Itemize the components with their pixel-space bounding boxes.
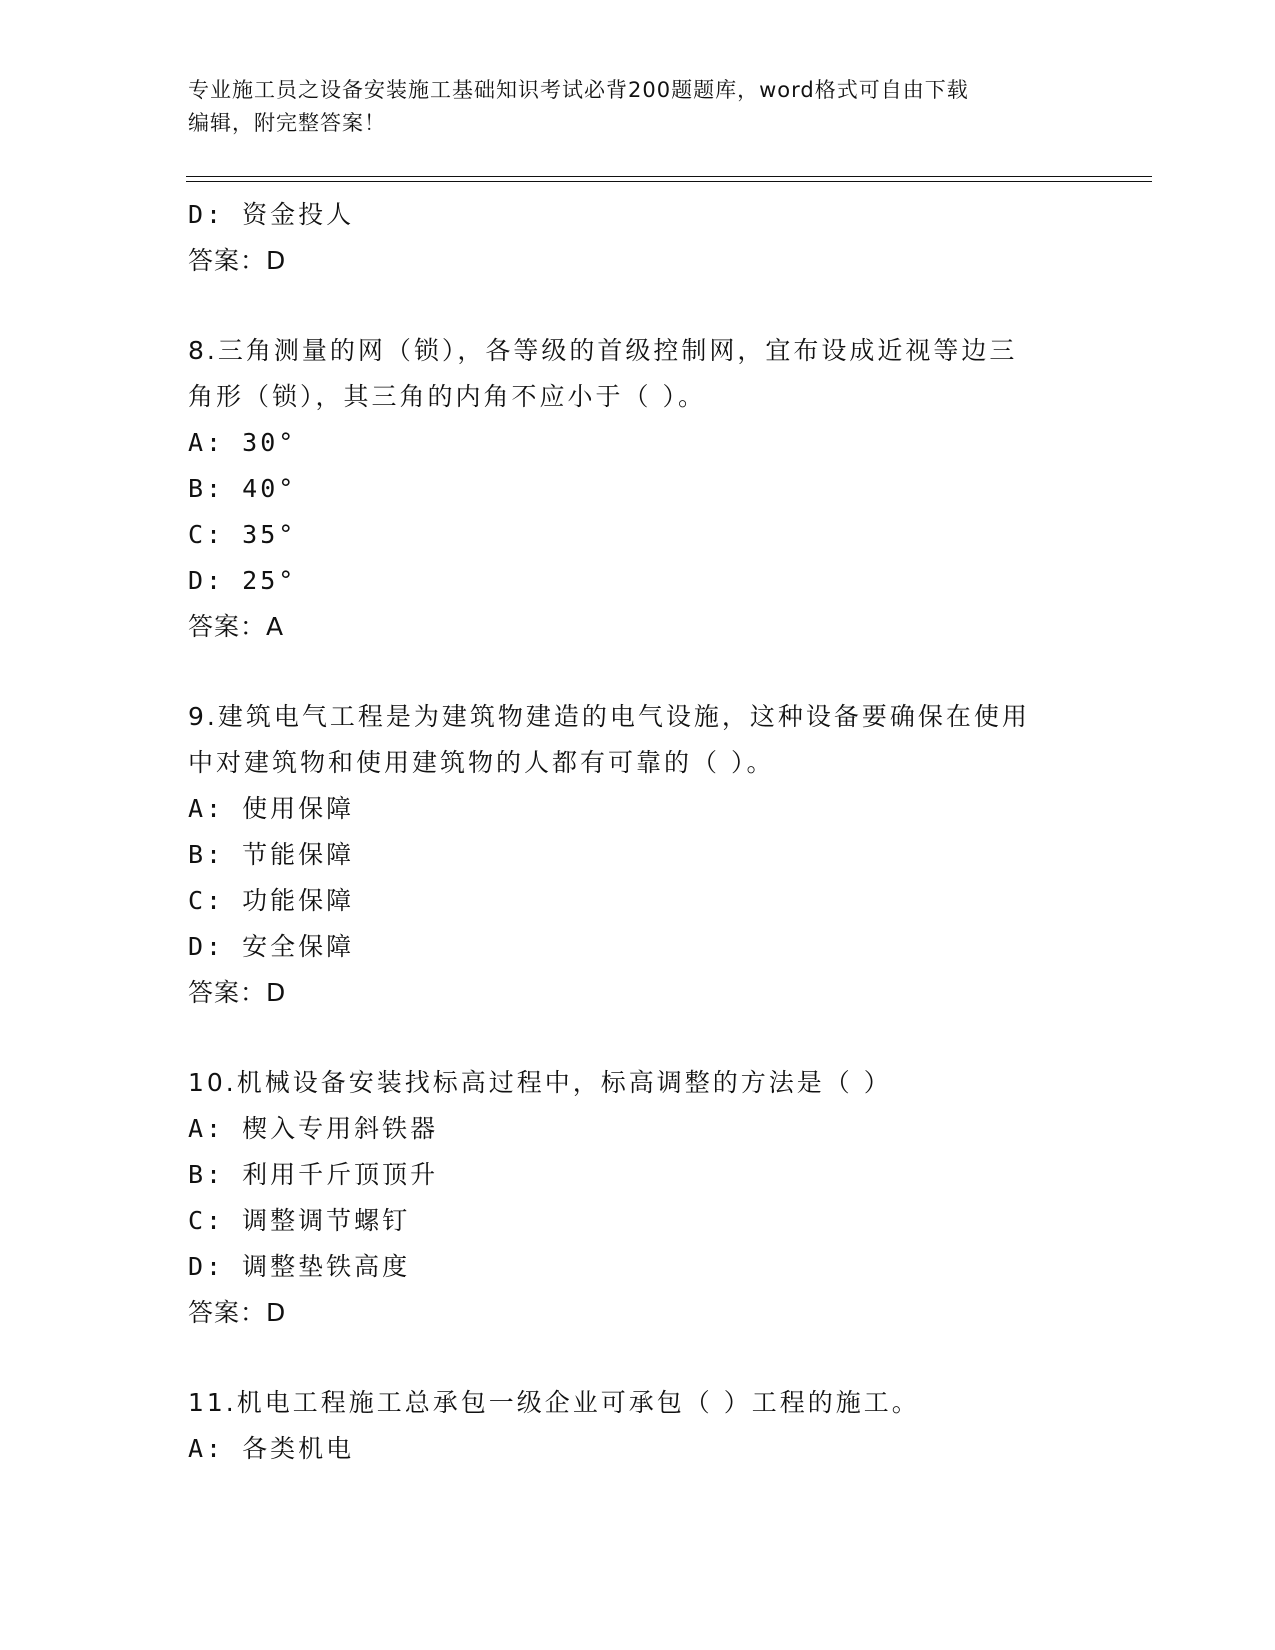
question-list [188,192,1088,1472]
spacer [188,1336,1088,1380]
question-8 [188,328,1088,650]
question-10 [188,1060,1088,1336]
question-stem: 中对建筑物和使用建筑物的人都有可靠的（ ）。 [188,748,775,777]
question-stem: 角形（锁），其三角的内角不应小于（ ）。 [188,382,706,411]
option-d: D: 安全保障 [188,932,355,961]
option-b: B: 40° [188,474,297,503]
spacer [188,1016,1088,1060]
header-divider-top [186,176,1152,177]
option-c: C: 调整调节螺钉 [188,1206,411,1235]
option-b: B: 节能保障 [188,840,355,869]
header-divider-bottom [186,181,1152,182]
answer: 答案：D [188,978,287,1007]
question-stem: 10.机械设备安装找标高过程中，标高调整的方法是（ ） [188,1068,892,1097]
option-a: A: 楔入专用斜铁器 [188,1114,439,1143]
option-d: D: 25° [188,566,297,595]
option-a: A: 30° [188,428,297,457]
option-a: A: 使用保障 [188,794,355,823]
header-line-2: 编辑，附完整答案！ [188,111,386,135]
prev-answer: 答案：D [188,246,287,275]
prev-option-d: D: 资金投人 [188,200,355,229]
spacer [188,284,1088,328]
option-c: C: 35° [188,520,297,549]
question-stem: 9.建筑电气工程是为建筑物建造的电气设施，这种设备要确保在使用 [188,702,1030,731]
answer: 答案：A [188,612,285,641]
header-line-1: 专业施工员之设备安装施工基础知识考试必背200题题库，word格式可自由下载 [188,78,969,102]
option-a: A: 各类机电 [188,1434,355,1463]
answer: 答案：D [188,1298,287,1327]
option-d: D: 调整垫铁高度 [188,1252,411,1281]
question-11 [188,1380,1088,1472]
spacer [188,650,1088,694]
question-9 [188,694,1088,1016]
question-stem: 8.三角测量的网（锁），各等级的首级控制网，宜布设成近视等边三 [188,336,1018,365]
question-stem: 11.机电工程施工总承包一级企业可承包（ ）工程的施工。 [188,1388,920,1417]
option-c: C: 功能保障 [188,886,355,915]
option-b: B: 利用千斤顶顶升 [188,1160,439,1189]
document-header [188,74,1088,140]
